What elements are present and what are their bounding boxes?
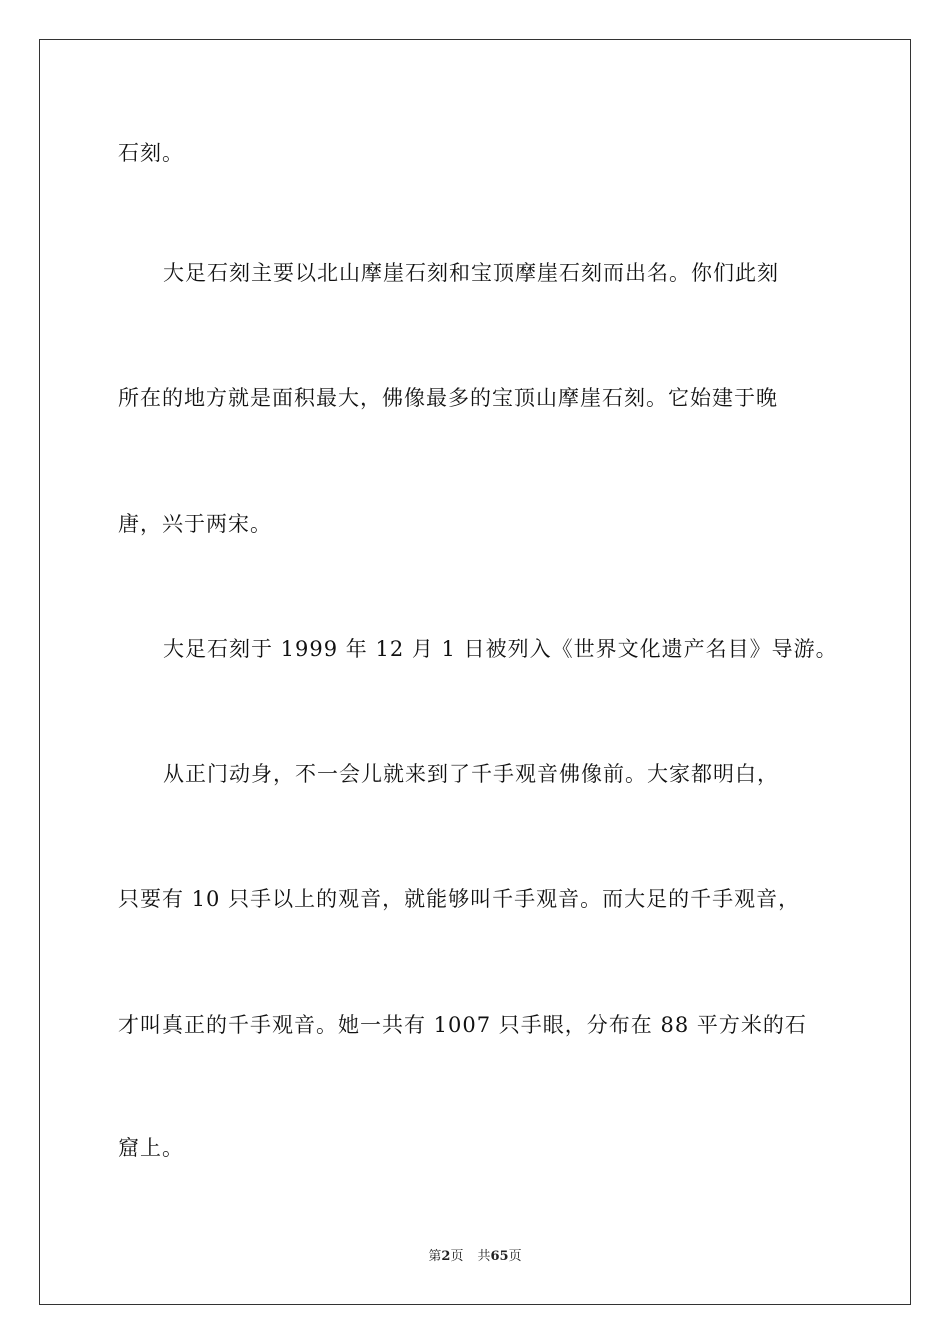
text-line: 唐，兴于两宋。 [118,512,272,536]
text-line: 才叫真正的千手观音。她一共有 1007 只手眼，分布在 88 平方米的石 [118,1013,807,1037]
page-suffix: 页 [450,1249,464,1264]
page-number: 2 [441,1249,451,1264]
total-pages: 65 [490,1249,509,1264]
text-line: 所在的地方就是面积最大，佛像最多的宝顶山摩崖石刻。它始建于晚 [118,386,778,410]
page-prefix: 第 [428,1249,442,1264]
page-footer [0,1248,950,1266]
paragraph-start-line: 从正门动身，不一会儿就来到了千手观音佛像前。大家都明白， [163,762,779,786]
text-line: 窟上。 [118,1136,184,1160]
total-suffix: 页 [508,1249,522,1264]
paragraph-start-line: 大足石刻于 1999 年 12 月 1 日被列入《世界文化遗产名目》导游。 [163,637,838,661]
text-line: 只要有 10 只手以上的观音，就能够叫千手观音。而大足的千手观音， [118,887,801,911]
page-border [39,39,911,1305]
paragraph-start-line: 大足石刻主要以北山摩崖石刻和宝顶摩崖石刻而出名。你们此刻 [163,261,779,285]
text-line: 石刻。 [118,141,184,165]
total-prefix: 共 [477,1249,491,1264]
